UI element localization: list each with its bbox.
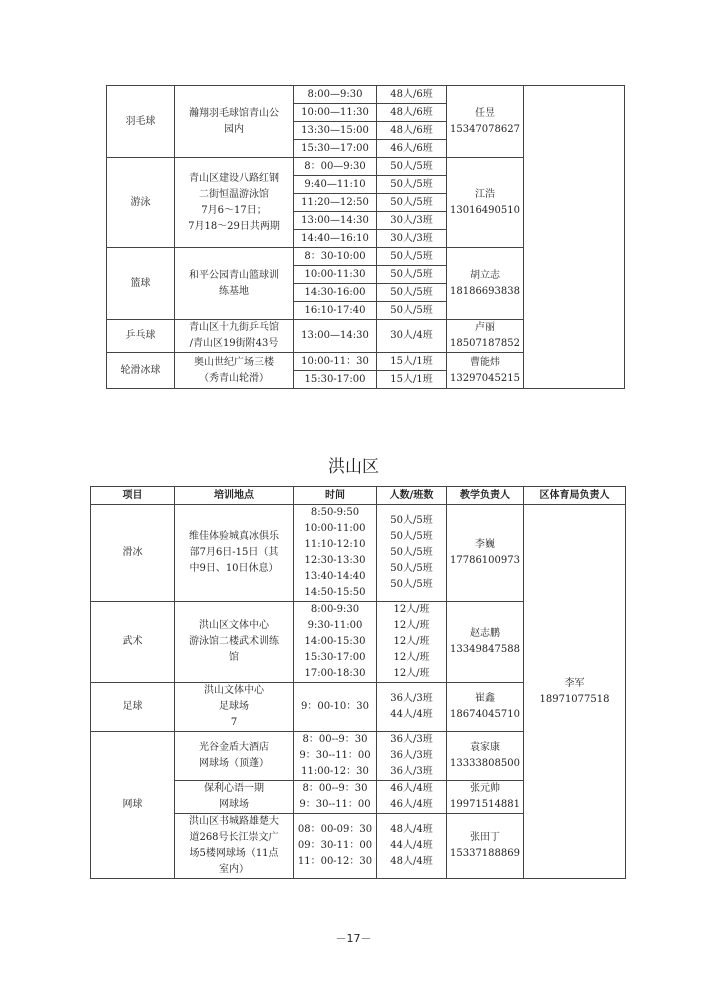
classes-cell-list xyxy=(379,513,444,593)
time-cell: 14:40—16:10 xyxy=(294,230,377,248)
classes-cell-list xyxy=(379,822,444,870)
time-cell: 8:00—9:30 xyxy=(294,86,377,104)
teacher-cell: 张田丁 15337188869 xyxy=(447,814,524,879)
time-cell-list xyxy=(296,699,374,715)
teacher-cell: 袁家康 13333808500 xyxy=(447,732,524,781)
time-item: 10:00-11:00 xyxy=(304,523,366,534)
teacher-cell: 卢丽 18507187852 xyxy=(447,320,524,353)
header-sport: 项目 xyxy=(91,487,175,505)
time-cell: 13:30—15:00 xyxy=(294,122,377,140)
sport-cell: 滑冰 xyxy=(91,505,175,602)
classes-item: 12人/班 xyxy=(393,652,430,663)
classes-item: 50人/5班 xyxy=(390,531,433,542)
venue-cell: 青山区十九街乒乓馆 /青山区19街附43号 xyxy=(175,320,294,353)
sport-cell: 轮滑冰球 xyxy=(107,353,175,389)
time-cell: 10:00-11:30 xyxy=(294,266,377,284)
time-item: 15:30-17:00 xyxy=(304,652,366,663)
sport-cell: 篮球 xyxy=(107,248,175,320)
time-cell: 16:10-17:40 xyxy=(294,302,377,320)
classes-item: 46人/4班 xyxy=(390,799,433,810)
time-item: 11：00-12：30 xyxy=(297,856,373,867)
classes-cell: 15人/1班 xyxy=(377,353,447,371)
time-item: 14:50-15:50 xyxy=(304,587,366,598)
sport-cell: 网球 xyxy=(91,732,175,879)
time-item: 11:00-12：30 xyxy=(301,766,369,777)
venue-cell: 洪山区文体中心 游泳馆二楼武术训练 馆 xyxy=(175,602,294,683)
time-cell xyxy=(294,781,377,814)
classes-item: 12人/班 xyxy=(393,636,430,647)
time-item: 9:30-11:00 xyxy=(307,620,363,631)
time-item: 9：00-10：30 xyxy=(301,701,369,712)
sport-cell: 乒乓球 xyxy=(107,320,175,353)
venue-cell: 奥山世纪广场三楼 （秀青山轮滑） xyxy=(175,353,294,389)
sport-cell: 足球 xyxy=(91,683,175,732)
time-cell: 13:00—14:30 xyxy=(294,320,377,353)
classes-item: 48人/4班 xyxy=(390,824,433,835)
classes-item: 12人/班 xyxy=(393,620,430,631)
header-district-contact: 区体育局负责人 xyxy=(524,487,626,505)
time-cell: 11:20—12:50 xyxy=(294,194,377,212)
classes-item: 12人/班 xyxy=(393,604,430,615)
time-item: 17:00-18:30 xyxy=(304,668,366,679)
classes-cell: 30人/3班 xyxy=(377,212,447,230)
classes-item: 36人/3班 xyxy=(390,734,433,745)
classes-item: 50人/5班 xyxy=(390,515,433,526)
classes-item: 46人/4班 xyxy=(390,783,433,794)
classes-item: 50人/5班 xyxy=(390,547,433,558)
time-cell-list xyxy=(296,822,374,870)
classes-cell: 50人/5班 xyxy=(377,194,447,212)
sport-cell: 羽毛球 xyxy=(107,86,175,158)
classes-cell: 50人/5班 xyxy=(377,266,447,284)
classes-cell: 15人/1班 xyxy=(377,371,447,389)
classes-cell: 50人/5班 xyxy=(377,158,447,176)
time-cell xyxy=(294,602,377,683)
time-cell: 8：30-10:00 xyxy=(294,248,377,266)
district-contact-cell: 李军 18971077518 xyxy=(524,505,626,879)
time-item: 08：00-09：30 xyxy=(297,824,373,835)
classes-cell xyxy=(377,732,447,781)
time-item: 8:50-9:50 xyxy=(310,507,360,518)
classes-item: 50人/5班 xyxy=(390,579,433,590)
venue-cell: 保利心语一期 网球场 xyxy=(175,781,294,814)
header-venue: 培训地点 xyxy=(175,487,294,505)
time-cell: 15:30—17:00 xyxy=(294,140,377,158)
classes-item: 12人/班 xyxy=(393,668,430,679)
table-row xyxy=(91,505,626,602)
classes-item: 36人/3班 xyxy=(390,693,433,704)
venue-cell: 洪山文体中心 足球场 7 xyxy=(175,683,294,732)
classes-cell xyxy=(377,814,447,879)
time-cell xyxy=(294,505,377,602)
time-cell: 8：00—9:30 xyxy=(294,158,377,176)
classes-item: 36人/3班 xyxy=(390,750,433,761)
time-item: 12:30-13:30 xyxy=(304,555,366,566)
sport-cell: 武术 xyxy=(91,602,175,683)
table-qingshan-continued xyxy=(106,85,625,389)
header-teacher: 教学负责人 xyxy=(447,487,524,505)
time-cell-list xyxy=(296,505,374,601)
classes-item: 44人/4班 xyxy=(390,840,433,851)
time-cell: 9:40—11:10 xyxy=(294,176,377,194)
header-time: 时间 xyxy=(294,487,377,505)
time-cell-list xyxy=(296,732,374,780)
teacher-cell: 崔鑫 18674045710 xyxy=(447,683,524,732)
time-item: 09：30-11：00 xyxy=(297,840,373,851)
time-item: 14:00-15:30 xyxy=(304,636,366,647)
time-item: 8：00--9：30 xyxy=(302,734,368,745)
classes-cell-list xyxy=(379,732,444,780)
district-contact-cell xyxy=(524,86,625,389)
classes-cell: 48人/6班 xyxy=(377,86,447,104)
venue-cell: 光谷金盾大酒店 网球场（顶蓬） xyxy=(175,732,294,781)
venue-cell: 洪山区书城路雄楚大 道268号长江崇文广 场5楼网球场（11点 室内） xyxy=(175,814,294,879)
classes-cell xyxy=(377,683,447,732)
table-hongshan xyxy=(90,486,626,879)
venue-cell: 和平公园青山篮球训 练基地 xyxy=(175,248,294,320)
table-row xyxy=(107,86,625,104)
time-item: 13:40-14:40 xyxy=(304,571,366,582)
time-cell-list xyxy=(296,602,374,682)
time-item: 8：00--9：30 xyxy=(302,783,368,794)
section-title: 洪山区 xyxy=(328,457,379,477)
classes-cell-list xyxy=(379,602,444,682)
time-cell: 15:30-17:00 xyxy=(294,371,377,389)
classes-item: 36人/3班 xyxy=(390,766,433,777)
teacher-cell: 赵志鹏 13349847588 xyxy=(447,602,524,683)
time-item: 8:00-9:30 xyxy=(310,604,360,615)
teacher-cell: 江浩 13016490510 xyxy=(447,158,524,248)
classes-cell: 50人/5班 xyxy=(377,248,447,266)
classes-cell xyxy=(377,505,447,602)
classes-cell: 30人/3班 xyxy=(377,230,447,248)
classes-cell xyxy=(377,602,447,683)
classes-cell: 50人/5班 xyxy=(377,302,447,320)
time-cell xyxy=(294,683,377,732)
time-cell xyxy=(294,732,377,781)
time-cell-list xyxy=(296,781,374,813)
classes-cell: 48人/6班 xyxy=(377,104,447,122)
classes-item: 44人/4班 xyxy=(390,709,433,720)
classes-cell: 50人/5班 xyxy=(377,284,447,302)
header-classes: 人数/班数 xyxy=(377,487,447,505)
venue-cell: 青山区建设八路红钢 二街恒温游泳馆 7月6～17日； 7月18～29日共两期 xyxy=(175,158,294,248)
time-cell: 10:00—11:30 xyxy=(294,104,377,122)
classes-item: 48人/4班 xyxy=(390,856,433,867)
page-number: －17－ xyxy=(335,932,372,945)
teacher-cell: 胡立志 18186693838 xyxy=(447,248,524,320)
venue-cell: 瀚翔羽毛球馆青山公 园内 xyxy=(175,86,294,158)
teacher-cell: 李巍 17786100973 xyxy=(447,505,524,602)
classes-item: 50人/5班 xyxy=(390,563,433,574)
classes-cell xyxy=(377,781,447,814)
time-item: 9：30--11：00 xyxy=(299,799,371,810)
time-cell: 13:00—14:30 xyxy=(294,212,377,230)
teacher-cell: 张元帅 19971514881 xyxy=(447,781,524,814)
classes-cell-list xyxy=(379,691,444,723)
venue-cell: 维佳体验城真冰俱乐 部7月6日-15日（其 中9日、10日休息） xyxy=(175,505,294,602)
time-cell xyxy=(294,814,377,879)
classes-cell: 48人/6班 xyxy=(377,122,447,140)
teacher-cell: 任昱 15347078627 xyxy=(447,86,524,158)
classes-cell: 46人/6班 xyxy=(377,140,447,158)
classes-cell: 30人/4班 xyxy=(377,320,447,353)
time-cell: 10:00-11：30 xyxy=(294,353,377,371)
table-header-row xyxy=(91,487,626,505)
teacher-cell: 曹能炜 13297045215 xyxy=(447,353,524,389)
classes-cell-list xyxy=(379,781,444,813)
time-item: 11:10-12:10 xyxy=(304,539,366,550)
time-cell: 14:30-16:00 xyxy=(294,284,377,302)
sport-cell: 游泳 xyxy=(107,158,175,248)
time-item: 9：30--11：00 xyxy=(299,750,371,761)
classes-cell: 50人/5班 xyxy=(377,176,447,194)
